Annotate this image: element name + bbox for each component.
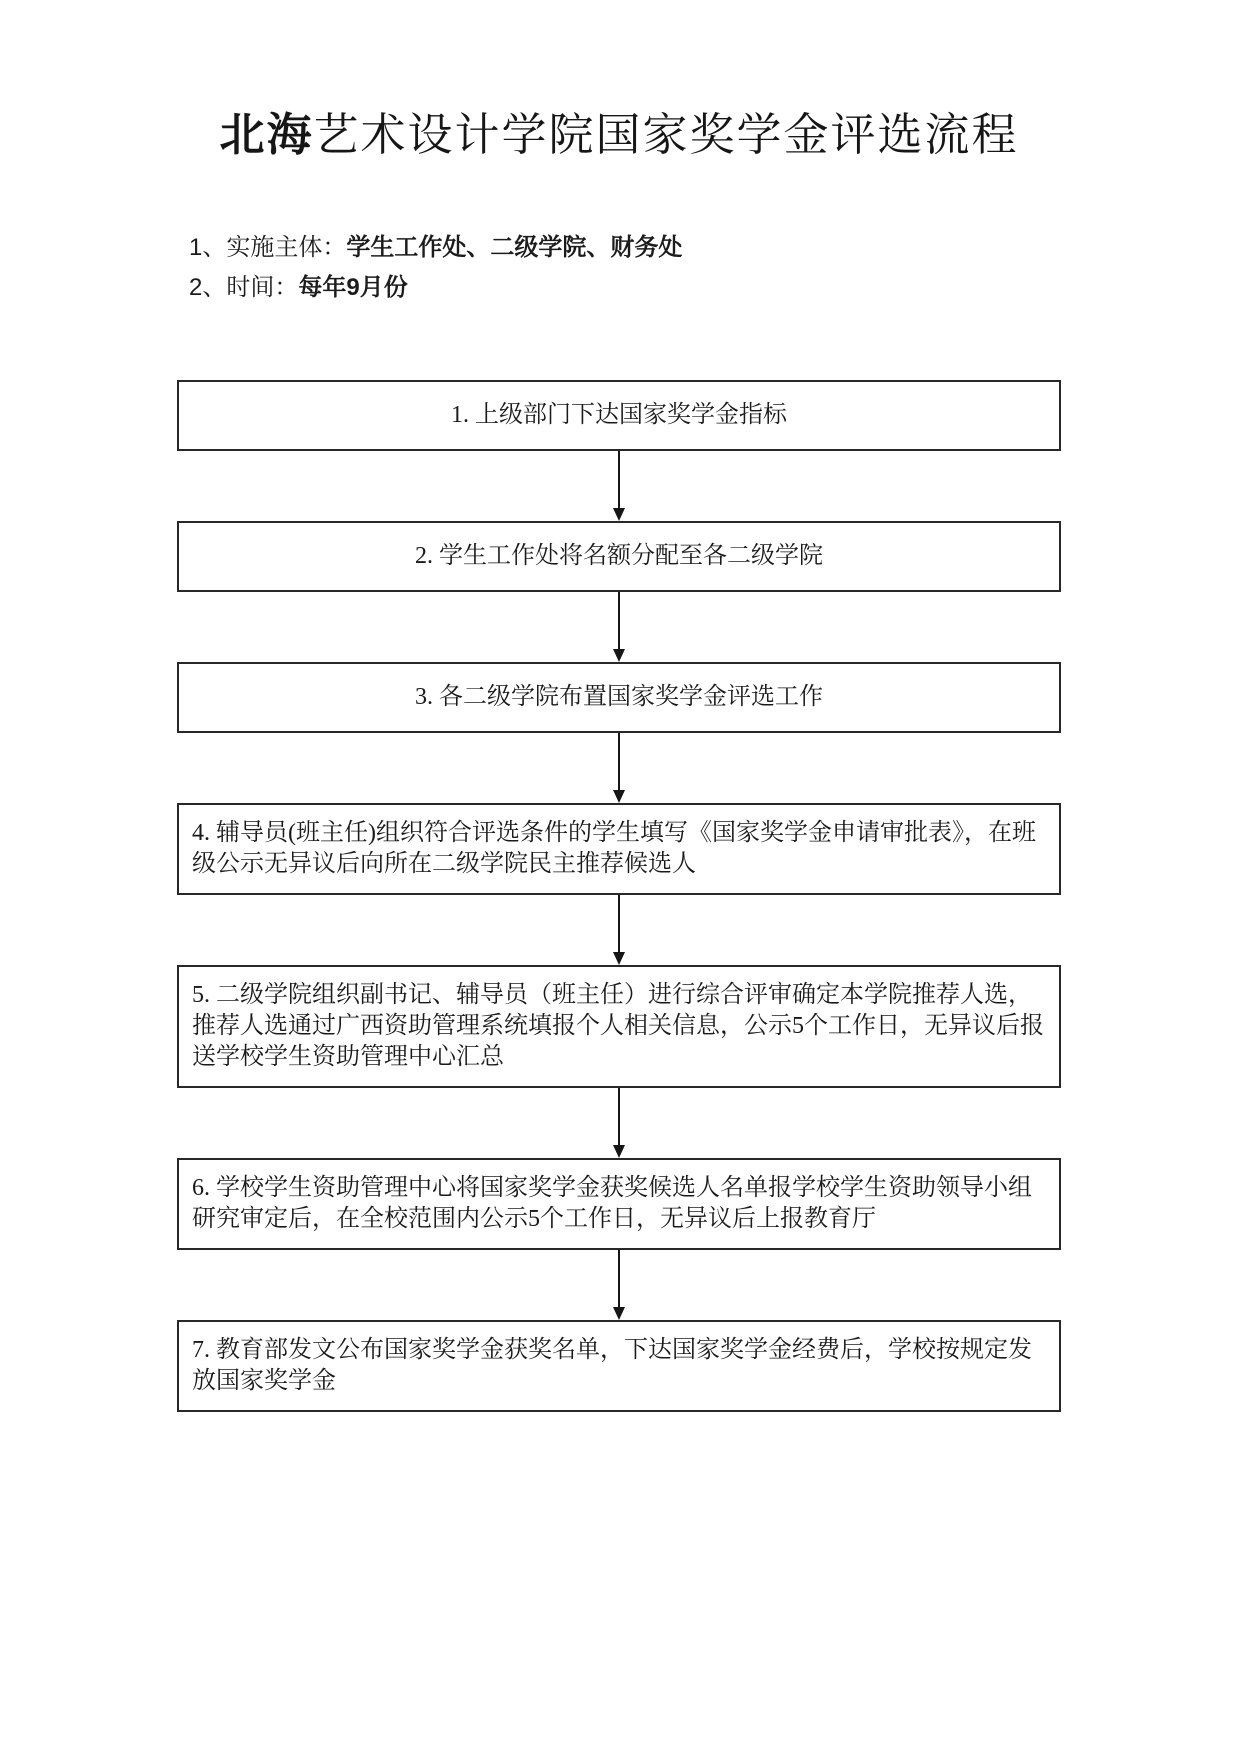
intro-list (177, 228, 1061, 308)
page-content (177, 0, 1061, 1412)
intro-subject-value: 学生工作处、二级学院、财务处 (346, 234, 683, 261)
flow-arrow-2 (177, 592, 1061, 662)
flow-arrow-6 (177, 1250, 1061, 1320)
intro-time-value: 每年9月份 (298, 274, 408, 301)
page-title (177, 106, 1061, 164)
intro-item-time (189, 268, 1061, 308)
arrow-down-icon (613, 790, 625, 803)
flow-step-3 (177, 662, 1061, 733)
title-emphasis: 北海 (219, 109, 314, 160)
flow-step-3-text: 3. 各二级学院布置国家奖学金评选工作 (415, 684, 823, 710)
flow-arrow-1 (177, 451, 1061, 521)
title-text: 艺术设计学院国家奖学金评选流程 (313, 109, 1019, 160)
flow-step-2-text: 2. 学生工作处将名额分配至各二级学院 (415, 543, 823, 569)
flow-step-4-text: 4. 辅导员(班主任)组织符合评选条件的学生填写《国家奖学金申请审批表》，在班级公示无异议后向所在二级学院民主推荐候选人 (192, 820, 1036, 877)
flow-arrow-5 (177, 1088, 1061, 1158)
arrow-down-icon (613, 649, 625, 662)
arrow-line (618, 1088, 620, 1146)
arrow-line (618, 733, 620, 791)
flow-step-5-text: 5. 二级学院组织副书记、辅导员（班主任）进行综合评审确定本学院推荐人选，推荐人选通过广西资助管理系统填报个人相关信息，公示5个工作日，无异议后报送学校学生资助管理中心汇总 (192, 982, 1044, 1070)
intro-subject-label: 1、实施主体： (189, 234, 347, 261)
intro-time-label: 2、时间： (189, 274, 299, 301)
flow-step-2 (177, 521, 1061, 592)
flow-step-6-text: 6. 学校学生资助管理中心将国家奖学金获奖候选人名单报学校学生资助领导小组研究审定后，在全校范围内公示5个工作日，无异议后上报教育厅 (192, 1175, 1032, 1232)
flow-step-7 (177, 1320, 1061, 1412)
arrow-line (618, 592, 620, 650)
flow-step-7-text: 7. 教育部发文公布国家奖学金获奖名单，下达国家奖学金经费后，学校按规定发放国家奖学金 (192, 1337, 1032, 1394)
arrow-down-icon (613, 1307, 625, 1320)
intro-item-subject (189, 228, 1061, 268)
arrow-line (618, 895, 620, 953)
flow-step-1 (177, 380, 1061, 451)
flow-step-5 (177, 965, 1061, 1088)
flow-step-6 (177, 1158, 1061, 1250)
arrow-down-icon (613, 1145, 625, 1158)
flow-step-4 (177, 803, 1061, 895)
arrow-down-icon (613, 508, 625, 521)
arrow-line (618, 1250, 620, 1308)
flow-step-1-text: 1. 上级部门下达国家奖学金指标 (451, 402, 787, 428)
flow-arrow-3 (177, 733, 1061, 803)
arrow-line (618, 451, 620, 509)
flowchart (177, 380, 1061, 1412)
arrow-down-icon (613, 952, 625, 965)
flow-arrow-4 (177, 895, 1061, 965)
